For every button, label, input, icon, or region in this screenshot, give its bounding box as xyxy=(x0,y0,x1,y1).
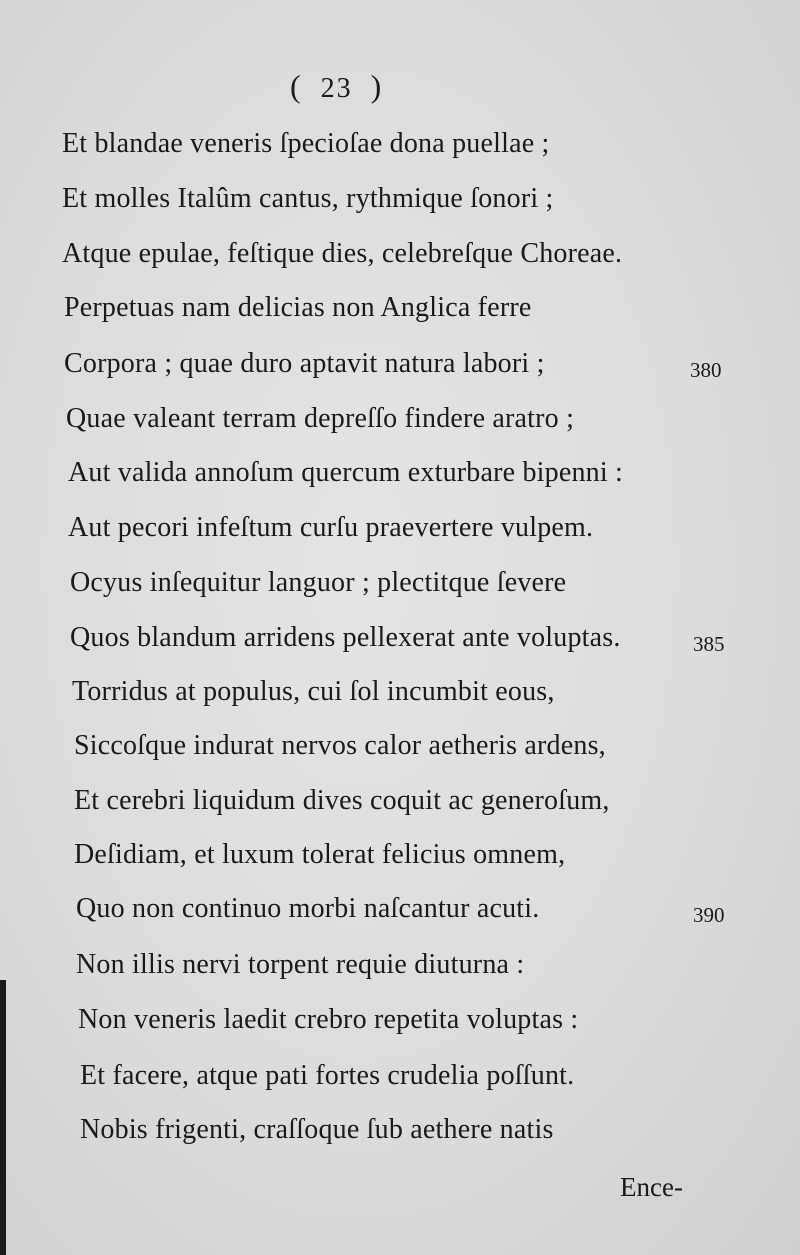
verse-line: Siccoſque indurat nervos calor aetheris ardens, xyxy=(74,730,606,761)
verse-line: Et blandae veneris ſpecioſae dona puellae ; xyxy=(62,128,550,159)
line-number: 390 xyxy=(693,903,725,927)
verse-line: Perpetuas nam delicias non Anglica ferre xyxy=(64,292,532,323)
verse-line: Non illis nervi torpent requie diuturna : xyxy=(76,949,525,980)
verse-line: Non veneris laedit crebro repetita voluptas : xyxy=(78,1004,579,1035)
verse-line: Corpora ; quae duro aptavit natura labori ; xyxy=(64,348,545,379)
verse-line: Et molles Italûm cantus, rythmique ſonori ; xyxy=(62,183,554,214)
verse-line: Torridus at populus, cui ſol incumbit eous, xyxy=(72,676,555,707)
verse-line: Aut valida annoſum quercum exturbare bipenni : xyxy=(68,457,624,488)
verse-line: Et facere, atque pati fortes crudelia poſſunt. xyxy=(80,1060,575,1091)
verse-line: Quae valeant terram depreſſo findere aratro ; xyxy=(66,403,575,434)
verse-line: Ocyus inſequitur languor ; plectitque ſevere xyxy=(70,567,567,598)
verse-line: Deſidiam, et luxum tolerat felicius omnem, xyxy=(74,839,566,870)
catchword: Ence- xyxy=(620,1172,683,1202)
page-number: ( 23 ) xyxy=(290,68,384,104)
verse-line: Quos blandum arridens pellexerat ante voluptas. xyxy=(70,622,621,653)
verse-line: Nobis frigenti, craſſoque ſub aethere natis xyxy=(80,1114,554,1145)
verse-line: Et cerebri liquidum dives coquit ac generoſum, xyxy=(74,785,610,816)
line-number: 380 xyxy=(690,358,722,382)
line-number: 385 xyxy=(693,632,725,656)
verse-line: Atque epulae, feſtique dies, celebreſque Choreae. xyxy=(62,238,623,269)
page-edge-shadow xyxy=(0,980,6,1255)
verse-line: Aut pecori infeſtum curſu praevertere vulpem. xyxy=(68,512,594,543)
verse-line: Quo non continuo morbi naſcantur acuti. xyxy=(76,893,540,924)
page-number-value: 23 xyxy=(320,73,353,104)
